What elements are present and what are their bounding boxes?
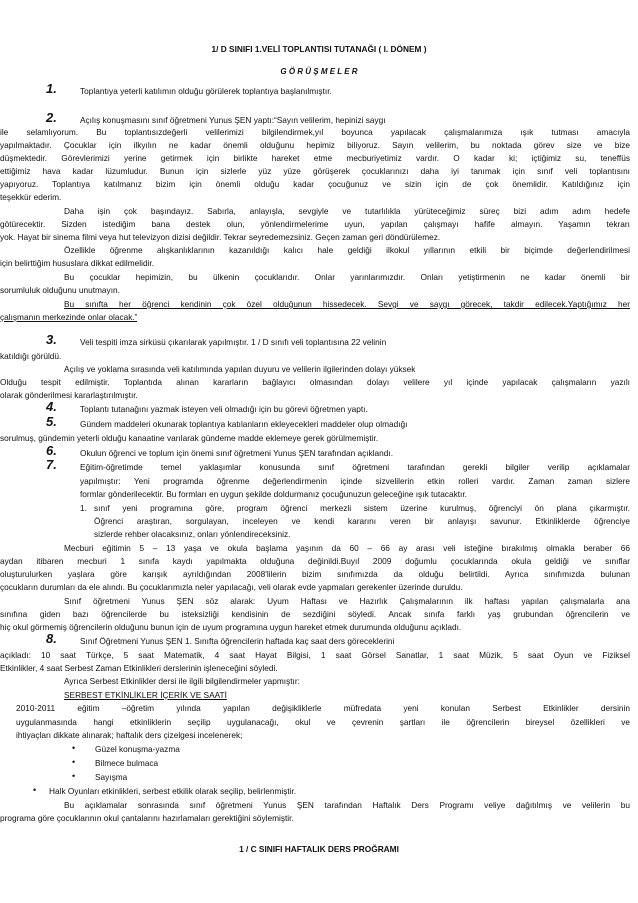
item-text-1: Toplantıya yeterli katılımın olduğu görülerek toplantıya başlanılmıştır. <box>80 86 332 96</box>
item-text-4: Toplantı tutanağını yazmak isteyen veli olmadığı için bu görevi öğretmen yaptı. <box>80 404 368 414</box>
item-number-6: 6. <box>46 443 57 458</box>
body-line: Açılış ve yoklama sırasında veli katılımında yapılan duyuru ve velilerin ilgilerinden dolayı yüksek <box>64 364 416 374</box>
bullet-item: Bilmece bulmaca <box>95 758 159 768</box>
bullet-icon: • <box>33 785 37 795</box>
item-number-8: 8. <box>46 631 57 646</box>
item-text-3: Veli tespiti imza sirküsü çıkarılarak yapılmıştır. 1 / D sınıfı veli toplantısına 22 velinin <box>80 337 387 347</box>
body-line: Özellikle öğrenme alışkanlıklarının kazanıldığı kalıcı hale geldiği ilkokul yıllarının etkili bir biçimde değerlendirilmesi <box>64 245 630 255</box>
body-line: 2010-2011 eğitim –öğretim yılında yapılan değişikliklerle müfredata yeni konulan Serbest Etkinlikler dersinin <box>16 703 630 713</box>
body-line: yapılmıştır: Yeni programda öğrenme değerlendirmenin içinde sizvelilerin etkin rolleri vardır. Zaman zaman sizlere <box>80 476 630 486</box>
footer-title: 1 / C SINIFI HAFTALIK DERS PROĞRAMI <box>239 844 399 854</box>
bullet-item: Halk Oyunları etkinlikleri, serbest etkilik olarak seçilip, belirlenmiştir. <box>49 786 297 796</box>
body-line: Ayrıca Serbest Etkinlikler dersi ile ilgili bilgilendirmeler yapmıştır: <box>64 676 300 686</box>
body-line: Olduğu tespit edilmiştir. Toplantıda alınan kararların bağlayıcı olmasından dolayı velilere yıl içinde yapılacak çalışmaların yazılı <box>0 377 630 387</box>
body-line-underlined: çalışmanın merkezinde onlar olacak.” <box>0 312 138 322</box>
body-line: sorumluluk olduğunu unutmayın. <box>0 285 120 295</box>
body-line: Daha işin çok başındayız. Sabırla, anlayışla, sevgiyle ve tutarlılıkla yürüteceğimiz süreç bizi adım adım hedefe <box>64 206 630 216</box>
body-line: Mecburi eğitimin 5 – 13 yaşa ve okula başlama yaşının da 60 – 66 ay arası veli isteğine bırakılmış olmakla beraber 66 <box>64 543 630 553</box>
item-number-1: 1. <box>46 81 57 96</box>
body-line: Sınıf öğretmeni Yunus ŞEN söz alarak: Uyum Haftası ve Hazırlık Çalışmalarının ilk haftası yapılan çalışmalarla ana <box>64 596 630 606</box>
body-line: götürecektir. Sizden istediğim bana destek olun, yönlendirmelerime uyun, yapılan çalışmayı hafife almayın. Yaşamın tekrarı <box>0 219 630 229</box>
body-line: sınıf yeni programına göre, program öğrenci merkezli sistem üzerine kurulmuş, öğrenciyi ön plana çıkarmıştır. <box>94 503 630 513</box>
bullet-icon: • <box>72 771 76 781</box>
body-line: olarak gönderilmesi kararlaştırılmıştır. <box>0 390 138 400</box>
body-line: formlar gönderilecektir. Bu formları en uygun şekilde doldurmanız çocuğunuzun geleceğine ışık tutacaktır. <box>80 489 467 499</box>
item-text-7: Eğitim-öğretimde temel yaklaşımlar konusunda sınıf öğretmeni tarafından gerekli bilgiler verilip açıklamalar <box>80 462 630 472</box>
bullet-item: Güzel konuşma-yazma <box>95 744 180 754</box>
body-line: ile selamlıyorum. Bu toplantısızdeğerli velilerimizi bilgilendirmek,yıl boyunca yapılacak çalışmalarımıza ışık tutması amacıyla <box>0 127 630 137</box>
body-line: programa göre çocuklarının okul çantalarını hazırlamaları gerektiğini söylemiştir. <box>0 813 294 823</box>
body-line: sınıfına giden bazı öğrencilerde bu isteksizliği kendisinin de sezdiğini söyledi. Ancak sınıfa farklı yaş grubundan öğrencilerin ve <box>0 609 630 619</box>
body-line: düşmektedir. Görevlerimizi yerine getirmek için birlikte hareket etme mecburiyetimiz vardır. O kadar ki; içtiğimiz su, teneffüs <box>0 153 630 163</box>
bullet-item: Sayışma <box>95 772 128 782</box>
body-line: uygulanmasında hangi etkinliklerin seçilip uygulanacağı, okul ve çevrenin şartları ile öğrencilerin bireysel özellikleri ve <box>16 717 630 727</box>
sub-list-number: 1. <box>80 503 87 513</box>
item-number-5: 5. <box>46 414 57 429</box>
body-line: Bu açıklamalar sonrasında sınıf öğretmeni Yunus ŞEN tarafından Haftalık Ders Programı veliye dağıtılmış ve velilerin bu <box>64 800 630 810</box>
body-line: yok. Hayat bir sinema filmi veya hut televizyon dizisi değildir. Tekrar seyredemezsiniz. Geçen zaman geri döndürülemez. <box>0 232 441 242</box>
item-number-7: 7. <box>46 457 57 472</box>
body-line: Öğrenci araştıran, sorgulayan, inceleyen ve kendi kararını veren bir anlayışı savunur. Etkinliklerde öğrenciye <box>94 516 630 526</box>
document-title: 1/ D SINIFI 1.VELİ TOPLANTISI TUTANAĞI ( I. DÖNEM ) <box>211 44 427 54</box>
bullet-icon: • <box>72 743 76 753</box>
body-line: açıkladı: 10 saat Türkçe, 5 saat Matematik, 4 saat Hayat Bilgisi, 1 saat Görsel Sanatlar, 1 saat Müzik, 5 saat Oyun ve Fiziksel <box>0 650 630 660</box>
body-line: yapılmaktadır. Çocuklar için ilkyılın ne kadar önemli olduğunu hepimiz biliyoruz. Sayın velilerim, bu noktada görev size ve bize <box>0 140 630 150</box>
item-number-3: 3. <box>46 332 57 347</box>
section-heading: G Ö R Ü Ş M E L E R <box>280 67 358 76</box>
sub-heading: SERBEST ETKİNLİKLER İÇERİK VE SAATİ <box>64 690 227 700</box>
body-line: Etkinlikler, 4 saat Serbest Zaman Etkinlikleri derslerinin işleneceğini söyledi. <box>0 663 278 673</box>
body-line: ihtiyaçları dikkate alınarak; haftalık ders çizelgesi incelenerek; <box>16 730 243 740</box>
bullet-icon: • <box>72 757 76 767</box>
body-line: Bu çocuklar hepimizin, bu ülkenin çocuklarıdır. Onlar yarınlarımızdır. Onları yetiştirmenin ne kadar önemli bir <box>64 272 630 282</box>
item-text-6: Okulun öğrenci ve toplum için önemi sınıf öğretmeni Yunus ŞEN tarafından açıklandı. <box>80 448 393 458</box>
body-line: sorulmuş, gündemin yeterli olduğu kanaatine varılarak gündeme madde eklemeye gerek görülmemiştir. <box>0 433 379 443</box>
item-number-2: 2. <box>46 110 57 125</box>
item-text-5: Gündem maddeleri okunarak toplantıya katılanların ekleyecekleri maddeler olup olmadığı <box>80 419 408 429</box>
body-line: çocukların durumları da ele alındı. Bu çocuklarımızla neler yapılacağı, veli olarak evde yapmaları gerekenler üzerinde duruldu. <box>0 582 463 592</box>
body-line: ettiğimiz hava kadar lüzumludur. Bunun için sizlerle yüz yüze görüşerek çocuklarınızı daha iyi tanımak için sınıf veli toplantısını <box>0 166 630 176</box>
body-line: yapıyoruz. Toplantıya katılmanız bizim için önemli olduğu kadar çocuğunuz ve sizin için de çok önemlidir. Katıldığınız için <box>0 179 630 189</box>
body-line: katıldığı görüldü. <box>0 351 62 361</box>
body-line: teşekkür ederim. <box>0 192 62 202</box>
body-line-underlined: Bu sınıfta her öğrenci kendinin çok özel olduğunun hissedecek. Sevgi ve saygı görecek, takdir edilecek.Yaptığımız her <box>64 299 630 309</box>
body-line: için belirttiğim hususlara dikkat edilmelidir. <box>0 258 155 268</box>
item-number-4: 4. <box>46 399 57 414</box>
item-text-2: Açılış konuşmasını sınıf öğretmeni Yunus ŞEN yaptı:“Sayın velilerim, hepinizi saygı <box>80 115 386 125</box>
body-line: aydan itibaren mecburi 1 sınıfa kaydı yapılmakta olduğuna değinildi.Buyıl 2009 doğumlu çocuklarında okula geldiği ve sınıflar <box>0 556 630 566</box>
body-line: sizlerde rehber olacaksınız, onları yönlendireceksiniz. <box>94 529 291 539</box>
body-line: oluşturulurken yaşlara göre karışık ayrıldığından 2008'lilerin bizim sınıfımızda da olduğu belirtildi. Ayrıca sınıfımızda bulunan <box>0 569 630 579</box>
item-text-8: Sınıf Öğretmeni Yunus ŞEN 1. Sınıfta öğrencilerin haftada kaç saat ders göreceklerini <box>80 636 395 646</box>
body-line: hiç okul görmemiş öğrencilerin olduğunu bunun için de uyum programına uygun hareket etmek durumunda olduğunu açıkladı. <box>0 622 462 632</box>
